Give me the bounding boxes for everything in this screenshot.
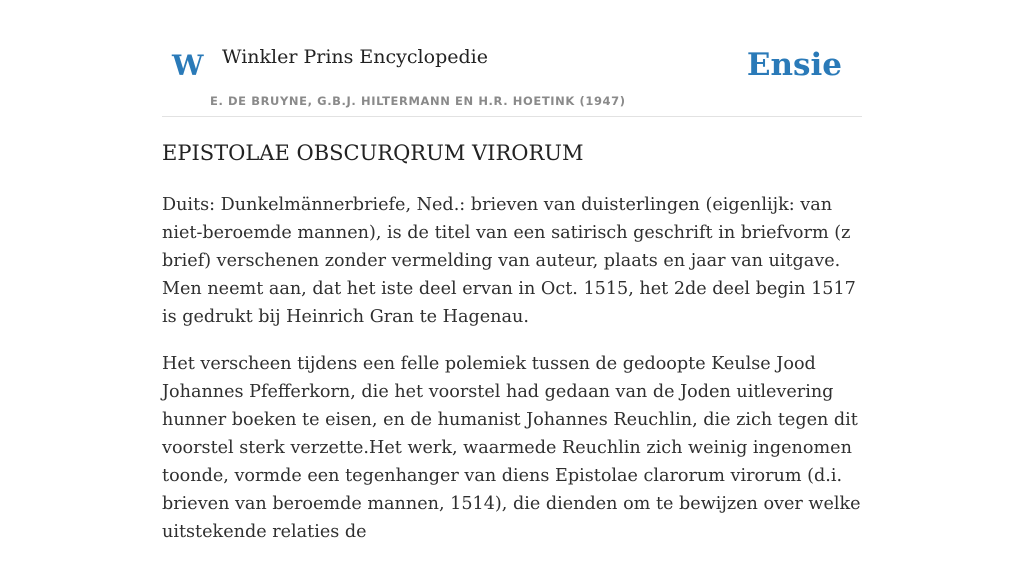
site-header: [162, 0, 862, 117]
paragraph: Het verscheen tijdens een felle polemiek tussen de gedoopte Keulse Jood Johannes Pfefferkorn, die het voorstel had gedaan van de Joden uitlevering hunner boeken te eisen, en de humanist Johannes Reuchlin, die zich tegen dit voorstel sterk verzette.Het werk, waarmede Reuchlin zich weinig ingenomen toonde, vormde een tegenhanger van diens Epistolae clarorum virorum (d.i. brieven van beroemde mannen, 1514), die dienden om te bewijzen over welke uitstekende relaties de: [162, 354, 861, 542]
article-body: [162, 191, 862, 565]
site-title[interactable]: Winkler Prins Encyclopedie: [222, 46, 488, 68]
article-title: EPISTOLAE OBSCURQRUM VIRORUM: [162, 141, 584, 165]
winkler-prins-logo[interactable]: W: [172, 49, 204, 82]
authors-byline: E. DE BRUYNE, G.B.J. HILTERMANN EN H.R. HOETINK (1947): [210, 94, 626, 108]
paragraph: Duits: Dunkelmännerbriefe, Ned.: brieven van duisterlingen (eigenlijk: van niet-beroemde mannen), is de titel van een satirisch geschrift in briefvorm (z brief) verschenen zonder vermelding van auteur, plaats en jaar van uitgave. Men neemt aan, dat het iste deel ervan in Oct. 1515, het 2de deel begin 1517 is gedrukt bij Heinrich Gran te Hagenau.: [162, 195, 856, 327]
ensie-logo[interactable]: Ensie: [746, 47, 842, 83]
article-page: [162, 0, 862, 542]
